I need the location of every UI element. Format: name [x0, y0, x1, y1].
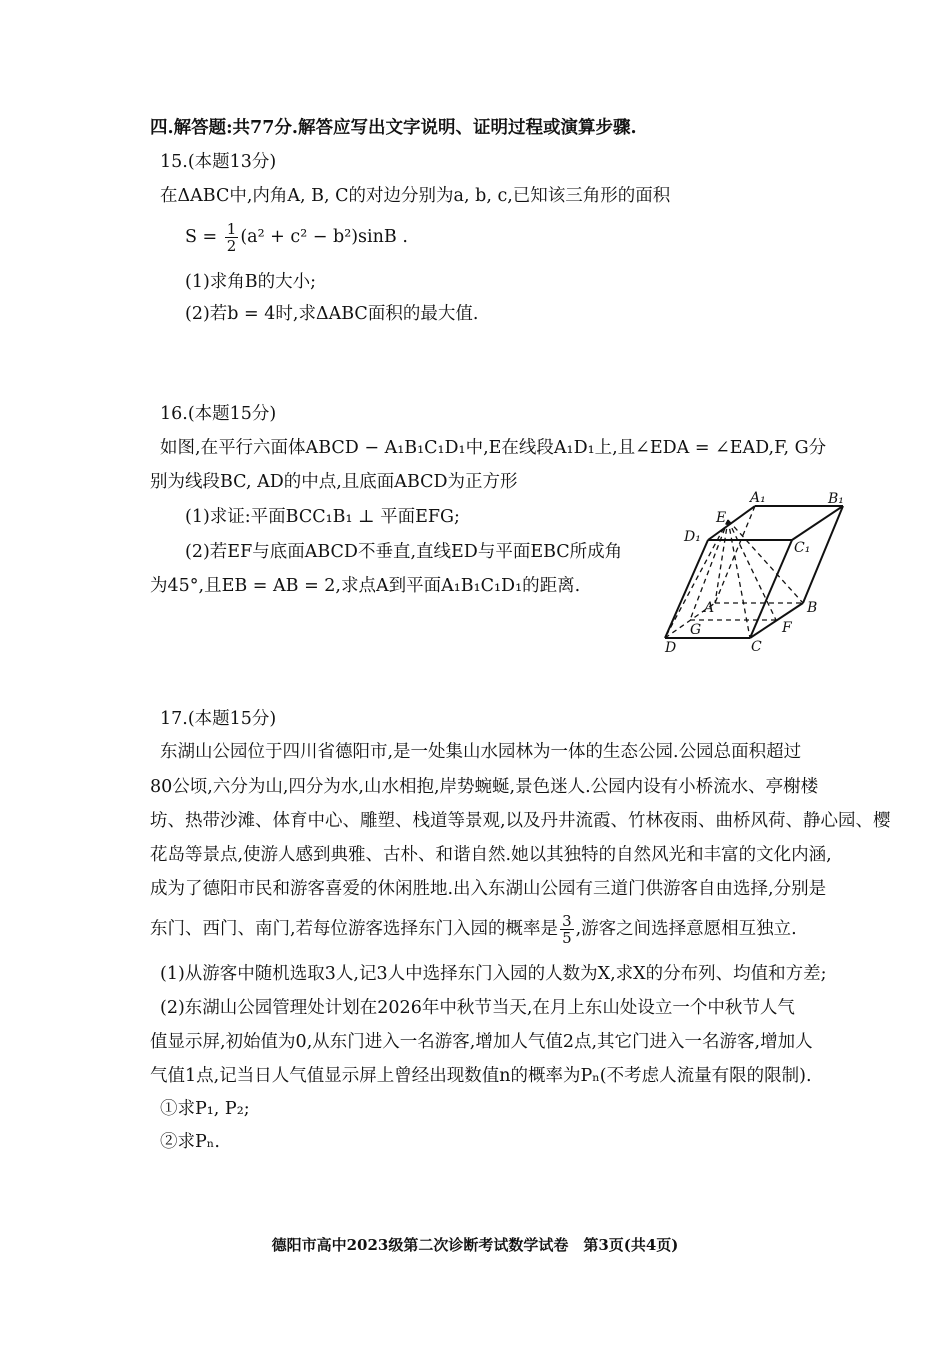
- q17-part2-line1: (2)东湖山公园管理处计划在2026年中秋节当天,在月上东山处设立一个中秋节人气: [160, 998, 795, 1018]
- q17-paragraph-line3: 坊、热带沙滩、体育中心、雕塑、栈道等景观,以及丹井流霞、竹林夜雨、曲桥风荷、静心园、樱: [150, 811, 891, 831]
- q17-part1: (1)从游客中随机选取3人,记3人中选择东门入园的人数为X,求X的分布列、均值和方差;: [160, 964, 827, 984]
- q15-stem: 在ΔABC中,内角A, B, C的对边分别为a, b, c,已知该三角形的面积: [160, 186, 671, 206]
- formula-left: S =: [185, 227, 223, 247]
- section-header: 四.解答题:共77分.解答应写出文字说明、证明过程或演算步骤.: [150, 118, 637, 138]
- q17-sub2: ②求Pₙ.: [160, 1132, 220, 1152]
- q17-title: 17.(本题15分): [160, 709, 277, 729]
- label-b1: B₁: [828, 491, 844, 507]
- parallelepiped-figure: [660, 485, 865, 655]
- q16-part1: (1)求证:平面BCC₁B₁ ⊥ 平面EFG;: [185, 507, 460, 527]
- q15-title: 15.(本题13分): [160, 152, 277, 172]
- label-c1: C₁: [794, 540, 811, 556]
- label-e: E: [716, 510, 727, 526]
- label-d1: D₁: [684, 529, 701, 545]
- q15-part2: (2)若b = 4时,求ΔABC面积的最大值.: [185, 304, 479, 324]
- label-f: F: [782, 620, 792, 636]
- q17-paragraph-line1: 东湖山公园位于四川省德阳市,是一处集山水园林为一体的生态公园.公园总面积超过: [160, 742, 802, 762]
- q16-stem-line1: 如图,在平行六面体ABCD − A₁B₁C₁D₁中,E在线段A₁D₁上,且∠EDA = ∠EAD,F, G分: [160, 438, 827, 458]
- label-a: A: [704, 600, 715, 616]
- fraction-numerator: 3: [562, 912, 572, 930]
- q15-part1: (1)求角B的大小;: [185, 272, 317, 292]
- probability-fraction: [560, 913, 574, 946]
- q17-sub1: ①求P₁, P₂;: [160, 1099, 250, 1119]
- page-footer: 德阳市高中2023级第二次诊断考试数学试卷 第3页(共4页): [271, 1236, 679, 1254]
- label-d: D: [665, 640, 677, 655]
- q17-paragraph-line6: [150, 912, 797, 946]
- q17-paragraph-line5: 成为了德阳市民和游客喜爱的休闲胜地.出入东湖山公园有三道门供游客自由选择,分别是: [150, 879, 827, 899]
- q16-part2-line2: 为45°,且EB = AB = 2,求点A到平面A₁B₁C₁D₁的距离.: [150, 576, 581, 596]
- formula-right: (a² + c² − b²)sinB .: [240, 227, 408, 247]
- q17-paragraph-line2: 80公顷,六分为山,四分为水,山水相抱,岸势蜿蜒,景色迷人.公园内设有小桥流水、亭榭楼: [150, 777, 819, 797]
- fraction-numerator: 1: [226, 220, 237, 238]
- segment-e-b: [728, 520, 803, 603]
- fraction-denominator: 5: [562, 929, 572, 947]
- segment-e-f: [728, 520, 776, 620]
- q16-stem-line2: 别为线段BC, AD的中点,且底面ABCD为正方形: [150, 472, 518, 492]
- label-g: G: [690, 622, 702, 638]
- fraction-denominator: 2: [226, 237, 237, 255]
- q15-formula: [185, 220, 408, 254]
- formula-fraction: [225, 221, 239, 254]
- q17-part2-line2: 值显示屏,初始值为0,从东门进入一名游客,增加人气值2点,其它门进入一名游客,增加人: [150, 1032, 813, 1052]
- label-a1: A₁: [750, 490, 766, 506]
- probability-text-right: ,游客之间选择意愿相互独立.: [575, 919, 797, 939]
- q16-part2-line1: (2)若EF与底面ABCD不垂直,直线ED与平面EBC所成角: [185, 542, 623, 562]
- probability-text-left: 东门、西门、南门,若每位游客选择东门入园的概率是: [150, 919, 559, 939]
- q17-part2-line3: 气值1点,记当日人气值显示屏上曾经出现数值n的概率为Pₙ(不考虑人流量有限的限制).: [150, 1066, 812, 1086]
- q17-paragraph-line4: 花岛等景点,使游人感到典雅、古朴、和谐自然.她以其独特的自然风光和丰富的文化内涵,: [150, 845, 832, 865]
- q16-title: 16.(本题15分): [160, 404, 277, 424]
- label-b: B: [807, 600, 818, 616]
- label-c: C: [751, 639, 762, 655]
